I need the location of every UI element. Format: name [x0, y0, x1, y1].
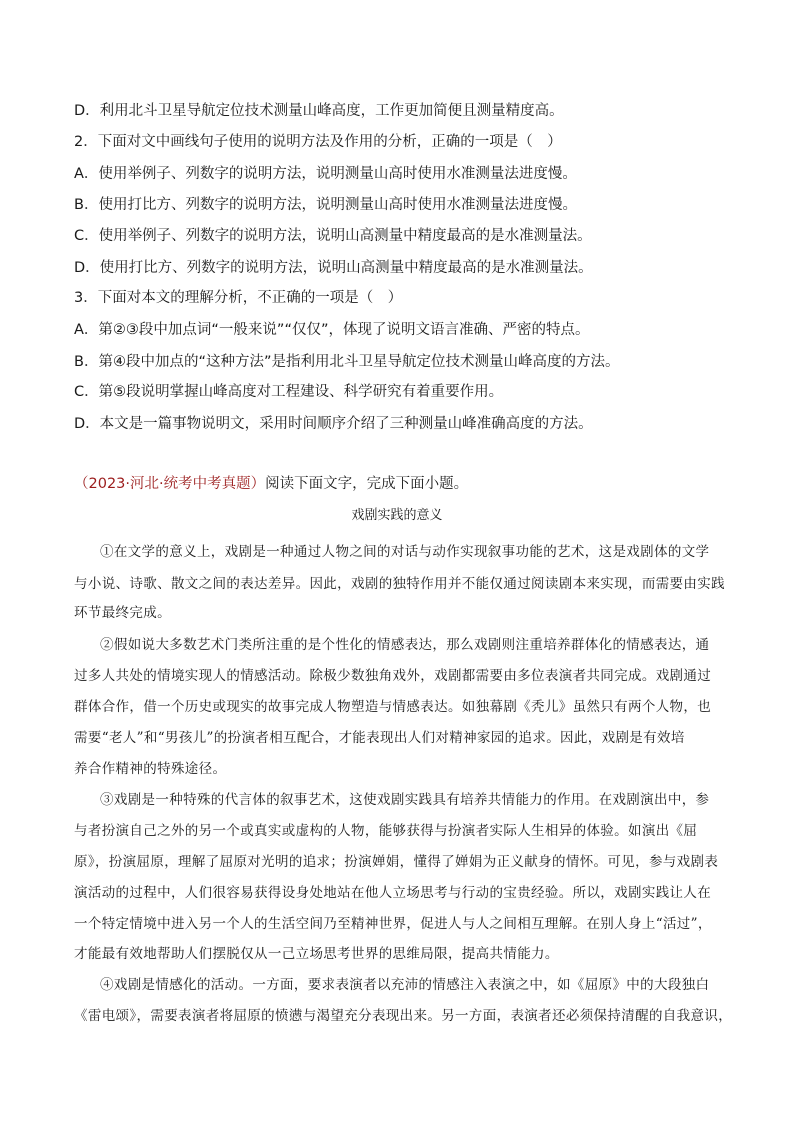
question-line: D．本文是一篇事物说明文，采用时间顺序介绍了三种测量山峰准确高度的方法。: [74, 416, 593, 432]
source-line: [74, 474, 468, 494]
article-line: 环节最终完成。: [74, 605, 171, 621]
article-line: 群体合作，借一个历史或现实的故事完成人物塑造与情感表达。如独幕剧《秃儿》虽然只有两个人物，也: [74, 699, 712, 715]
article-line: ①在文学的意义上，戏剧是一种通过人物之间的对话与动作实现叙事功能的艺术，这是戏剧体的文学: [100, 544, 710, 560]
question-line: D．利用北斗卫星导航定位技术测量山峰高度，工作更加简便且测量精度高。: [74, 103, 564, 119]
article-line: 过多人共处的情境实现人的情感活动。除极少数独角戏外，戏剧都需要由多位表演者共同完成。戏剧通过: [74, 668, 712, 684]
question-line: A．第②③段中加点词“一般来说”“仅仅”，体现了说明文语言准确、严密的特点。: [74, 322, 590, 338]
article-line: 与者扮演自己之外的另一个或真实或虚构的人物，能够获得与扮演者实际人生相异的体验。如演出《屈: [74, 823, 698, 839]
article-line: 需要“老人”和“男孩儿”的扮演者相互配合，才能表现出人们对精神家园的追求。因此，戏剧是有效培: [74, 730, 685, 746]
article-line: 才能最有效地帮助人们摆脱仅从一己立场思考世界的思维局限，提高共情能力。: [74, 946, 559, 962]
question-line: C．第⑤段说明掌握山峰高度对工程建设、科学研究有着重要作用。: [74, 384, 504, 400]
question-line: 2．下面对文中画线句子使用的说明方法及作用的分析，正确的一项是（ ）: [74, 134, 562, 150]
question-line: D．使用打比方、列数字的说明方法，说明山高测量中精度最高的是水准测量法。: [74, 260, 593, 276]
article-line: ②假如说大多数艺术门类所注重的是个性化的情感表达，那么戏剧则注重培养群体化的情感表达，通: [100, 637, 710, 653]
question-line: B．第④段中加点的“这种方法”是指利用北斗卫星导航定位技术测量山峰高度的方法。: [74, 354, 620, 370]
source-instruction: 阅读下面文字，完成下面小题。: [265, 476, 469, 492]
article-line: 与小说、诗歌、散文之间的表达差异。因此，戏剧的独特作用并不能仅通过阅读剧本来实现，而需要由实践: [74, 576, 725, 592]
question-line: C．使用举例子、列数字的说明方法，说明山高测量中精度最高的是水准测量法。: [74, 228, 592, 244]
question-line: A．使用举例子、列数字的说明方法，说明测量山高时使用水准测量法进度慢。: [74, 166, 577, 182]
question-line: 3．下面对本文的理解分析，不正确的一项是（ ）: [74, 290, 403, 306]
article-line: 原》，扮演屈原，理解了屈原对光明的追求；扮演婵娟，懂得了婵娟为正义献身的情怀。可见，参与戏剧表: [74, 854, 719, 870]
question-line: B．使用打比方、列数字的说明方法，说明测量山高时使用水准测量法进度慢。: [74, 197, 577, 213]
article-line: 一个特定情境中进入另一个人的生活空间乃至精神世界，促进人与人之间相互理解。在别人身上“活过”，: [74, 916, 712, 932]
article-line: ④戏剧是情感化的活动。一方面，要求表演者以充沛的情感注入表演之中，如《屈原》中的大段独白: [100, 977, 710, 993]
source-tag: （2023·河北·统考中考真题）: [74, 476, 266, 492]
article-line: ③戏剧是一种特殊的代言体的叙事艺术，这使戏剧实践具有培养共情能力的作用。在戏剧演出中，参: [100, 792, 710, 808]
article-title: 戏剧实践的意义: [351, 508, 443, 523]
article-line: 《雷电颂》，需要表演者将屈原的愤懑与渴望充分表现出来。另一方面，表演者还必须保持清醒的自我意识，: [74, 1008, 733, 1024]
article-line: 养合作精神的特殊途径。: [74, 761, 227, 777]
article-line: 演活动的过程中，人们很容易获得设身处地站在他人立场思考与行动的宝贵经验。所以，戏剧实践让人在: [74, 885, 712, 901]
